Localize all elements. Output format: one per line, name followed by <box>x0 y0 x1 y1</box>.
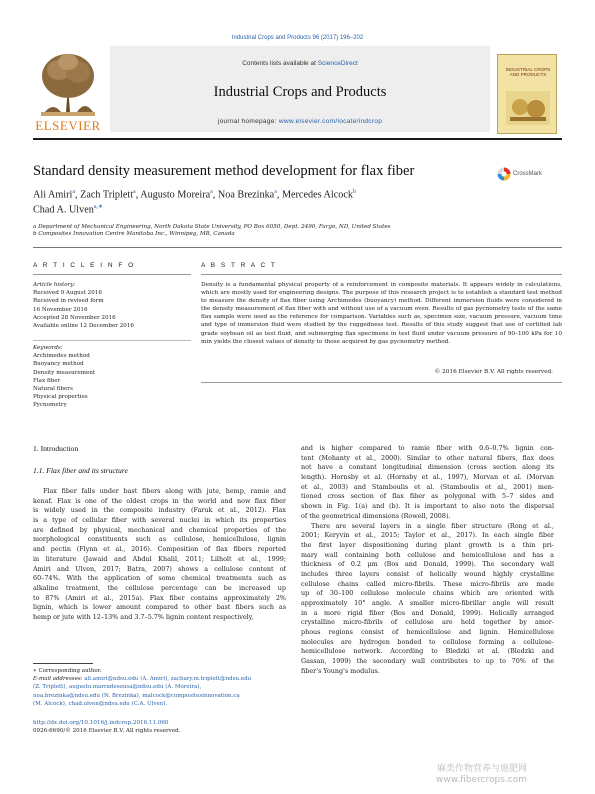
article-info-rule <box>33 274 191 275</box>
abstract-heading: A B S T R A C T <box>201 262 277 269</box>
body-text-line: is a type of cellular fiber with several nuclei in which its properties <box>33 516 286 525</box>
keyword: Density measurement <box>33 369 96 376</box>
body-text-line: includes three layers consist of helically wound highly crystalline <box>301 569 554 578</box>
author-affiliation-marker[interactable]: a <box>274 189 277 195</box>
body-text-line: and is higher compared to ramie fiber with 0.6–0.7% lignin con- <box>301 444 554 452</box>
body-text-line: kenaf. Flax is one of the oldest crops in the world and now flax fiber <box>33 496 286 505</box>
history-entry: Available online 12 December 2016 <box>33 323 134 330</box>
author-affiliation-marker[interactable]: b <box>352 189 356 195</box>
affiliation-a: a Department of Mechanical Engineering, North Dakota State University, PO Box 6050, Dept. 2490, Fargo, ND, United States <box>33 224 391 230</box>
author-name[interactable]: Mercedes Alcock <box>281 189 353 201</box>
watermark <box>436 764 527 786</box>
authors-line-1: Ali Amiri$^a$, Zach Triplett$^a$, Augusto Moreira$^a$, Noa Brezinka$^a$, Mercedes Alcock$^b$ <box>33 189 356 201</box>
body-text-line: length). Hornsby et al. (Hornsby et al., 1997), Morvan et al. (Morvan <box>301 473 554 482</box>
author-affiliation-marker[interactable]: a <box>133 189 136 195</box>
article-info-heading: A R T I C L E I N F O <box>33 262 136 269</box>
watermark-line: www.fibercrops.com <box>436 775 527 785</box>
cover-title: INDUSTRIAL CROPS AND PRODUCTS <box>505 67 551 78</box>
body-text-line: phous regions consist of hemicellulose and lignin. Hemicellulose <box>301 628 554 637</box>
body-text-line: is widely used in the composite industry (Faruk et al., 2012). Flax <box>33 506 286 515</box>
abstract-copyright: © 2016 Elsevier B.V. All rights reserved. <box>434 369 553 375</box>
body-text-line: to 87% (Amiri et al., 2015a). Flax fiber contains approximately 2% <box>33 593 286 602</box>
author-name[interactable]: Augusto Moreira <box>140 189 211 201</box>
abstract-rule <box>201 274 562 275</box>
article-title: Standard density measurement method development for flax fiber <box>33 163 415 179</box>
keyword: Pycnometry <box>33 402 67 409</box>
body-text-line: alkaline treatment, the cellulose percentage can be increased up <box>33 583 286 592</box>
history-entry: Received 9 August 2016 <box>33 290 102 297</box>
contents-prefix: Contents lists available at <box>242 60 318 67</box>
authors-line-2 <box>33 203 103 215</box>
keyword: Buoyancy method <box>33 361 84 368</box>
article-history <box>33 281 191 330</box>
body-text-line: tioned cross section of flax fiber as polygonal with 5–7 sides and <box>301 492 554 501</box>
footnotes <box>33 667 333 708</box>
affiliation-divider <box>33 247 562 248</box>
email-line[interactable]: (Z. Triplett), augusto.marradesousa@ndsu.edu (A. Moreira), <box>33 684 202 691</box>
sciencedirect-link[interactable]: ScienceDirect <box>317 60 358 67</box>
author-name[interactable]: Chad A. Ulven <box>33 204 94 216</box>
keywords-rule <box>33 340 191 341</box>
affiliation-b: b Composites Innovation Centre Manitoba Inc., Winnipeg, MB, Canada <box>33 231 235 237</box>
section-heading-introduction: 1. Introduction <box>33 444 79 453</box>
journal-cover-thumbnail[interactable] <box>497 54 557 134</box>
body-text-line: Gassan, 1999) the secondary wall contributes to up to 70% of the <box>301 657 554 666</box>
right-column-body <box>301 444 554 677</box>
body-text-line: tent (Mohanty et al., 2000). Similar to other natural fibers, flax does <box>301 453 554 462</box>
watermark-line: 麻类作物营养与施肥网 <box>436 764 527 774</box>
journal-reference[interactable]: Industrial Crops and Products 96 (2017) 196–202 <box>231 35 364 41</box>
keyword: Natural fibers <box>33 386 73 393</box>
author-affiliation-marker[interactable]: a <box>210 189 213 195</box>
email-addresses <box>33 675 333 683</box>
body-text-line: up of 30–100 cellulose molecule chains which are oriented with <box>301 589 554 598</box>
keyword: Archimedes method <box>33 353 90 360</box>
body-text-line: 2001; Keryvin et al., 2015; Taylor et al., 2017). In each single fiber <box>301 531 554 540</box>
author-name[interactable]: Ali Amiri <box>33 189 73 201</box>
history-entry: 16 November 2016 <box>33 306 88 313</box>
header-divider <box>33 138 562 140</box>
body-text-line: 60–74%. With the application of some chemical treatments such as <box>33 574 286 583</box>
keywords-list <box>33 344 191 410</box>
body-text-line: cellulose chains called micro-fibrils. These micro-fibrils are made <box>301 579 554 588</box>
body-text-line: of the geometrical dimensions (Rowell, 2008). <box>301 511 451 520</box>
journal-homepage-line <box>110 118 490 125</box>
body-text-line: approximately 10° angle. A smaller micro-fibrillar angle will result <box>301 599 554 607</box>
email-label: E-mail addresses: <box>33 676 85 683</box>
body-text-line: in a more rigid fiber (Bos and Donald, 1999). Helically arranged <box>301 608 554 617</box>
email-line[interactable]: ali.amiri@ndsu.edu (A. Amiri), zachary.m.triplett@ndsu.edu <box>84 676 252 683</box>
homepage-prefix: journal homepage: <box>217 118 279 125</box>
homepage-link[interactable]: www.elsevier.com/locate/indcrop <box>278 118 383 125</box>
crossmark-button[interactable] <box>497 167 557 185</box>
left-column-body <box>33 487 286 623</box>
author-name[interactable]: Zach Triplett <box>80 189 134 201</box>
keyword: Flax fiber <box>33 377 61 384</box>
history-entry: Received in revised form <box>33 298 104 305</box>
body-text-line: not have a constant longitudinal dimension (cross section along its <box>301 463 554 472</box>
crossmark-icon <box>497 167 511 181</box>
body-text-line: crystalline micro-fibrils of cellulose are held together by amor- <box>301 618 554 627</box>
contents-availability-line <box>110 60 490 67</box>
author-name[interactable]: Noa Brezinka <box>217 189 275 201</box>
subsection-heading-flax-structure: 1.1. Flax fiber and its structure <box>33 466 128 475</box>
doi-link[interactable]: http://dx.doi.org/10.1016/j.indcrop.2016.11.060 <box>33 720 169 726</box>
body-text-line: Amiri and Ulven, 2017; Batra, 2007) shows a cellulose content of <box>33 564 286 573</box>
body-text-line: lignin, which is lower amount compared to other bast fibers such as <box>33 603 286 612</box>
corresponding-author-note: ∗ Corresponding author. <box>33 668 102 674</box>
body-text-line: hemicellulose network. According to Bledzki et al. (Bledzki and <box>301 647 554 656</box>
body-text-line: mary wall containing both cellulose and hemicellulose and has a <box>301 550 554 559</box>
email-line[interactable]: noa.brezinka@ndsu.edu (N. Brezinka), malcock@compositesinnovation.ca <box>33 692 240 699</box>
journal-name: Industrial Crops and Products <box>213 84 387 100</box>
body-text-line: shown in Fig. 1(a) and (b). It is important to also note the dispersal <box>301 502 554 511</box>
elsevier-wordmark: ELSEVIER <box>35 118 101 133</box>
footnote-rule <box>33 663 93 664</box>
body-text-line: et al., 2003) and Stamboulis et al. (Stamboulis et al., 2001) men- <box>301 482 554 491</box>
keywords-label: Keywords: <box>33 345 63 351</box>
body-text-line: hemp or jute with 12–13% and 3.7–5.7% lignin content respectively, <box>33 612 254 621</box>
body-text-line: morphological constituents such as cellulose, hemicellulose, lignin <box>33 535 286 544</box>
body-text-line: fiber's Young's modulus. <box>301 666 380 675</box>
abstract-body: Density is a fundamental physical property of a reinforcement in composite materials. It appears widely in calculations, which are mostly used for engineering designs. The purpose of this research project is to establish a standard test method to measure the density of flax fiber using Archimedes (buoyancy) method. Different immersion fluids were considered in the density measurement of flax fiber with and without use of a vacuum oven. Results of gas pycnometry tests of the same flax sample were used as the reference for comparison. Variables such as, specimen size, vacuum pressure, vacuum time and type of immersion fluid were studied by the ruggedness test. Results of this study suggest that use of certified lab grade soybean oil as test fluid, and submerging flax specimens in test fluid under vacuum pressure of 90–100 kPa for 10 min yields the closest values of density to those acquired by gas pycnometry method. <box>201 282 562 345</box>
body-text-line: thickness of 0.2 μm (Bos and Donald, 1999). The secondary wall <box>301 560 554 569</box>
cover-artwork <box>506 91 550 125</box>
body-text-line: molecules are hydrogen bonded to cellulose forming a cellulose- <box>301 637 554 646</box>
author-affiliation-marker[interactable]: a,∗ <box>93 204 104 210</box>
keyword: Physical properties <box>33 394 88 401</box>
abstract-bottom-rule <box>201 382 562 383</box>
body-text-line: and pectin (Flynn et al., 2016). Composition of flax fibers reported <box>33 545 286 554</box>
history-label: Article history: <box>33 282 76 288</box>
body-text-line: the first layer dispositioning during plant growth is a thin pri- <box>301 540 554 549</box>
crossmark-label: CrossMark <box>513 171 543 177</box>
author-affiliation-marker[interactable]: a <box>72 189 76 195</box>
body-text-line: are defined by physical, mechanical and chemical properties of the <box>33 525 286 534</box>
email-line[interactable]: (M. Alcock), chad.ulven@ndsu.edu (C.A. Ulven). <box>33 700 168 707</box>
issn-copyright: 0926-6690/© 2016 Elsevier B.V. All rights reserved. <box>33 728 181 734</box>
body-text-line: Flax fiber falls under bast fibers along with jute, hemp, ramie and <box>43 487 286 495</box>
body-text-line: There are several layers in a single fiber structure (Rong et al., <box>311 521 554 530</box>
body-text-line: in literature (Jawaid and Abdul Khalil, 2011; Lilholt et al., 1999; <box>33 554 286 563</box>
history-entry: Accepted 28 November 2016 <box>33 314 116 321</box>
